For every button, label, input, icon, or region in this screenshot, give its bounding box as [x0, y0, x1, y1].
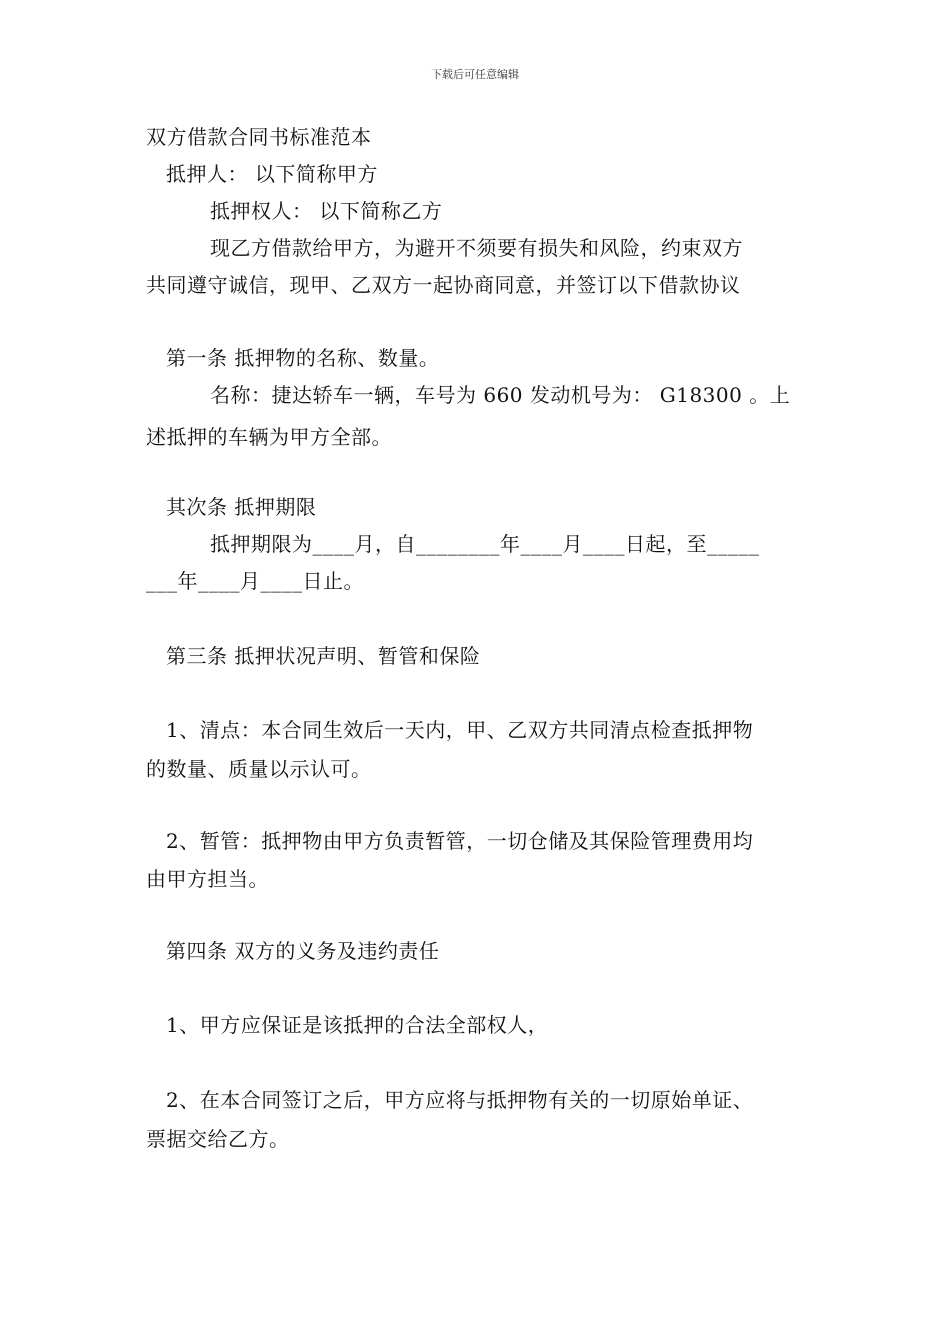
article-1-title: 第一条 抵押物的名称、数量。: [166, 346, 440, 370]
article-4-clause-2-line-1: 2、在本合同签订之后，甲方应将与抵押物有关的一切原始单证、: [166, 1088, 754, 1112]
article-4-clause-1: 1、甲方应保证是该抵押的合法全部权人，: [166, 1013, 549, 1037]
intro-line-2: 共同遵守诚信，现甲、乙双方一起协商同意，并签订以下借款协议: [146, 273, 741, 297]
article-2-title: 其次条 抵押期限: [166, 495, 317, 519]
pledgee-line: 抵押权人： 以下简称乙方: [210, 199, 443, 223]
pledgor-line: 抵押人： 以下简称甲方: [166, 162, 378, 186]
article-3-title: 第三条 抵押状况声明、暂管和保险: [166, 644, 481, 668]
document-title: 双方借款合同书标准范本: [146, 125, 372, 149]
intro-line-1: 现乙方借款给甲方，为避开不须要有损失和风险，约束双方: [210, 236, 743, 260]
article-3-clause-2-line-2: 由甲方担当。: [146, 867, 269, 891]
article-4-clause-2-line-2: 票据交给乙方。: [146, 1127, 290, 1151]
article-2-line-2: ___年____月____日止。: [146, 569, 364, 593]
article-3-clause-1-line-1: 1、清点：本合同生效后一天内，甲、乙双方共同清点检查抵押物: [166, 718, 754, 742]
article-1-line-2: 述抵押的车辆为甲方全部。: [146, 425, 392, 449]
article-3-clause-1-line-2: 的数量、质量以示认可。: [146, 757, 372, 781]
article-3-clause-2-line-1: 2、暂管：抵押物由甲方负责暂管，一切仓储及其保险管理费用均: [166, 829, 754, 853]
article-2-line-1: 抵押期限为____月，自________年____月____日起，至_____: [210, 532, 760, 556]
article-4-title: 第四条 双方的义务及违约责任: [166, 939, 440, 963]
article-1-line-1: 名称：捷达轿车一辆，车号为 660 发动机号为： G18300 。上: [210, 383, 791, 407]
page-header: 下载后可任意编辑: [431, 68, 519, 81]
